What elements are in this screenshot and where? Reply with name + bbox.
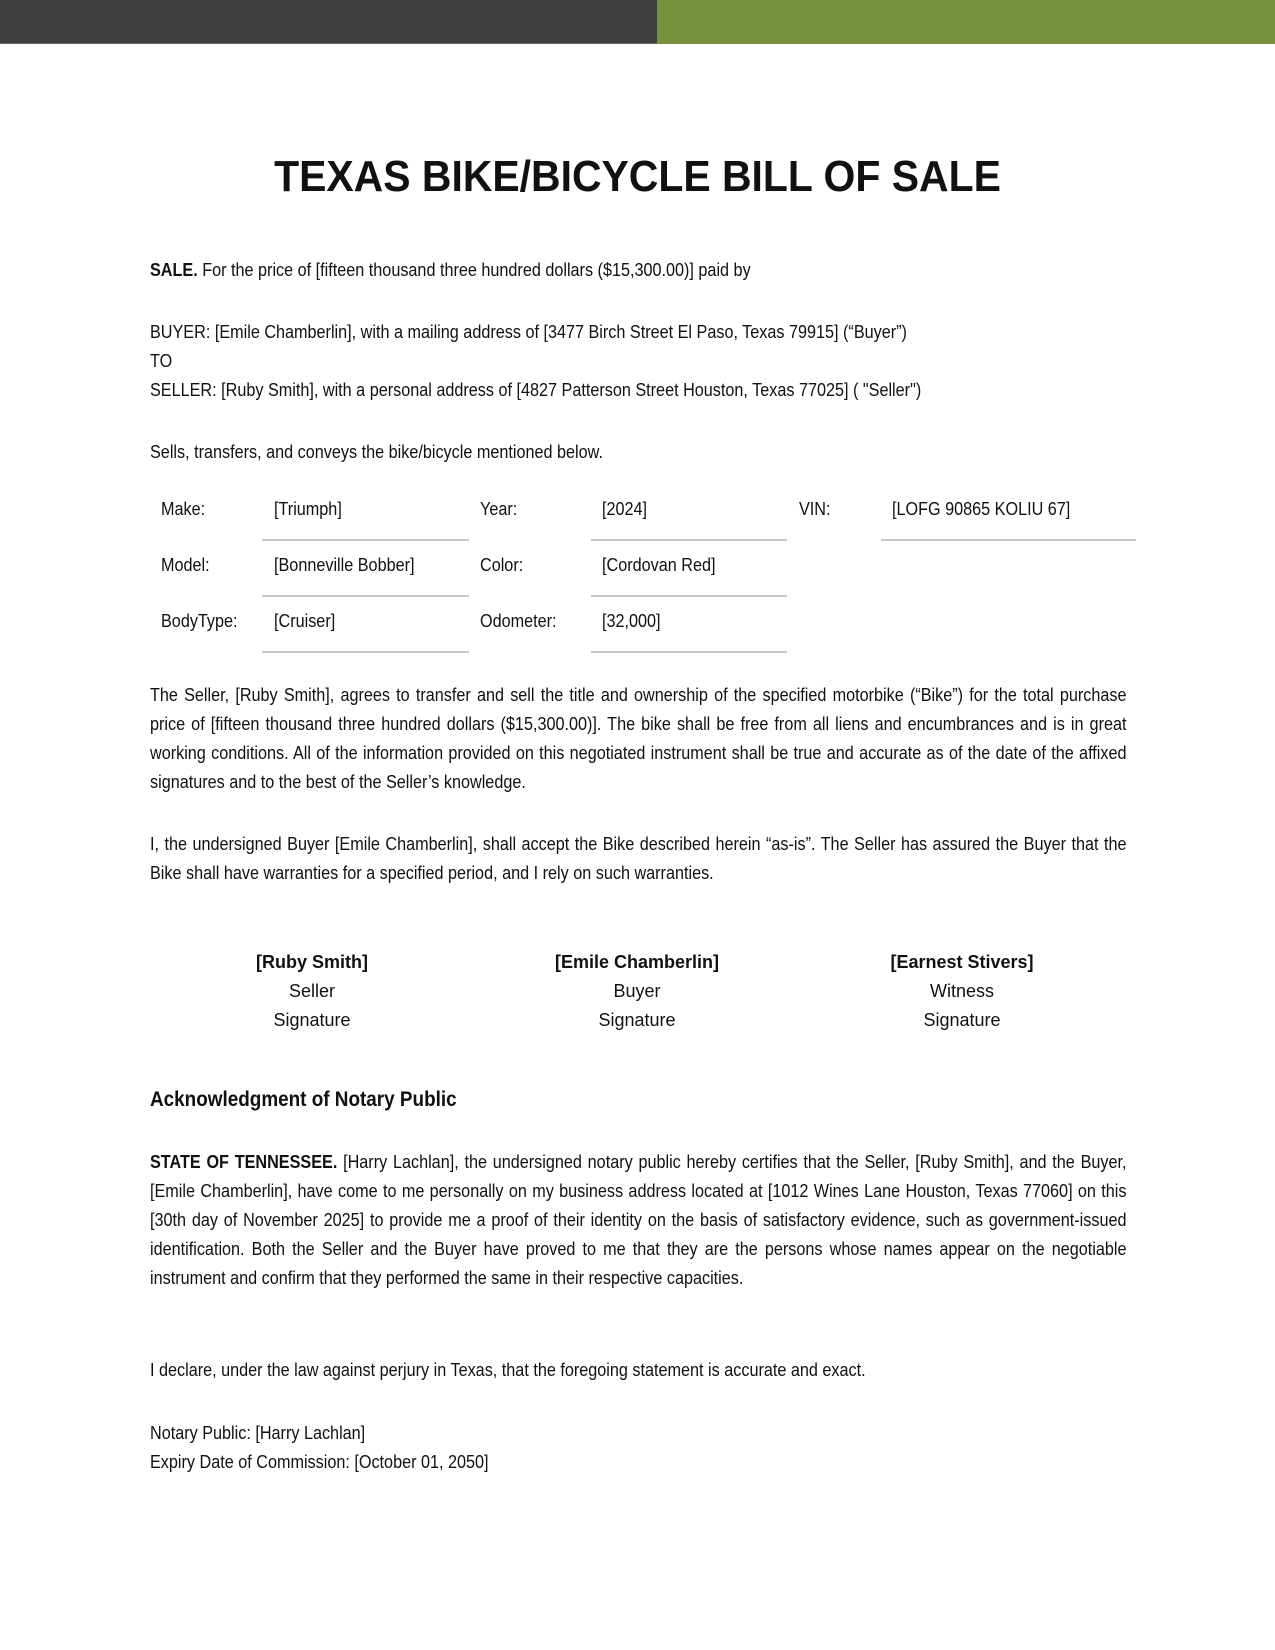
bodytype-value: [Cruiser] — [274, 611, 336, 631]
make-label: Make: — [161, 499, 206, 519]
model-value: [Bonneville Bobber] — [274, 555, 415, 575]
conveys-line: Sells, transfers, and conveys the bike/bicycle mentioned below. — [150, 442, 603, 462]
year-underline — [591, 539, 787, 541]
signer-role: Seller — [288, 981, 336, 1001]
signer-name: [Earnest Stivers] — [890, 952, 1034, 972]
make-value: [Triumph] — [274, 499, 342, 519]
signer-name: [Ruby Smith] — [256, 952, 368, 972]
header-color-bar — [0, 0, 1275, 44]
year-value: [2024] — [602, 499, 648, 519]
header-bar-green — [657, 0, 1275, 44]
notary-paragraph — [150, 1148, 1127, 1293]
vin-underline — [881, 539, 1136, 541]
as-is-paragraph: I, the undersigned Buyer [Emile Chamberlin], shall accept the Bike described herein “as-is”. The Seller has assured the Buyer that the Bike shall have warranties for a specified period, and I rely on such warranties. — [150, 834, 1127, 883]
signature-block-seller — [182, 948, 442, 1035]
signature-line[interactable]: Signature — [273, 1010, 351, 1030]
color-underline — [591, 595, 787, 597]
header-bar-dark — [0, 0, 657, 44]
odometer-underline — [591, 651, 787, 653]
odometer-label: Odometer: — [480, 611, 557, 631]
state-label: STATE OF TENNESSEE. — [150, 1152, 338, 1172]
transfer-paragraph: The Seller, [Ruby Smith], agrees to transfer and sell the title and ownership of the specified motorbike (“Bike”) for the total purchase price of [fifteen thousand three hundred dollars ($15,300.00)]. The bike shall be free from all liens and encumbrances and is in great working conditions. All of the information provided on this negotiated instrument shall be true and accurate as of the date of the affixed signatures and to the best of the Seller’s knowledge. — [150, 685, 1127, 792]
signature-line[interactable]: Signature — [923, 1010, 1001, 1030]
color-value: [Cordovan Red] — [602, 555, 716, 575]
model-label: Model: — [161, 555, 210, 575]
signer-role: Witness — [929, 981, 994, 1001]
to-line: TO — [150, 351, 173, 371]
vin-value: [LOFG 90865 KOLIU 67] — [892, 499, 1071, 519]
model-underline — [262, 595, 469, 597]
notary-heading: Acknowledgment of Notary Public — [150, 1088, 457, 1111]
vin-label: VIN: — [799, 499, 831, 519]
buyer-line: BUYER: [Emile Chamberlin], with a mailing address of [3477 Birch Street El Paso, Texas 79915] (“Buyer”) — [150, 322, 907, 342]
odometer-value: [32,000] — [602, 611, 661, 631]
signature-block-witness — [832, 948, 1092, 1035]
notary-public-line: Notary Public: [Harry Lachlan] — [150, 1423, 366, 1443]
make-underline — [262, 539, 469, 541]
commission-expiry-line: Expiry Date of Commission: [October 01, 2050] — [150, 1452, 489, 1472]
signature-line[interactable]: Signature — [598, 1010, 676, 1030]
signature-block-buyer — [507, 948, 767, 1035]
bodytype-label: BodyType: — [161, 611, 238, 631]
signer-role: Buyer — [613, 981, 661, 1001]
color-label: Color: — [480, 555, 524, 575]
notary-body: [Harry Lachlan], the undersigned notary public hereby certifies that the Seller, [Ruby Smith], and the Buyer, [Emile Chamberlin], have come to me personally on my business address located at [1012 Wines Lane Houston, Texas 77060] on this [30th day of November 2025] to provide me a proof of their identity on the basis of satisfactory evidence, such as government-issued identification. Both the Seller and the Buyer have proved to me that they are the persons whose names appear on the negotiable instrument and confirm that they performed the same in their respective capacities. — [150, 1152, 1127, 1288]
sale-label: SALE. — [150, 260, 198, 280]
bodytype-underline — [262, 651, 469, 653]
year-label: Year: — [480, 499, 518, 519]
signer-name: [Emile Chamberlin] — [554, 952, 720, 972]
declaration-line: I declare, under the law against perjury in Texas, that the foregoing statement is accurate and exact. — [150, 1360, 866, 1380]
sale-line — [150, 256, 751, 285]
seller-line: SELLER: [Ruby Smith], with a personal address of [4827 Patterson Street Houston, Texas 77025] ( "Seller") — [150, 380, 922, 400]
sale-text: For the price of [fifteen thousand three hundred dollars ($15,300.00)] paid by — [197, 260, 751, 280]
document-title: TEXAS BIKE/BICYCLE BILL OF SALE — [274, 152, 1001, 201]
